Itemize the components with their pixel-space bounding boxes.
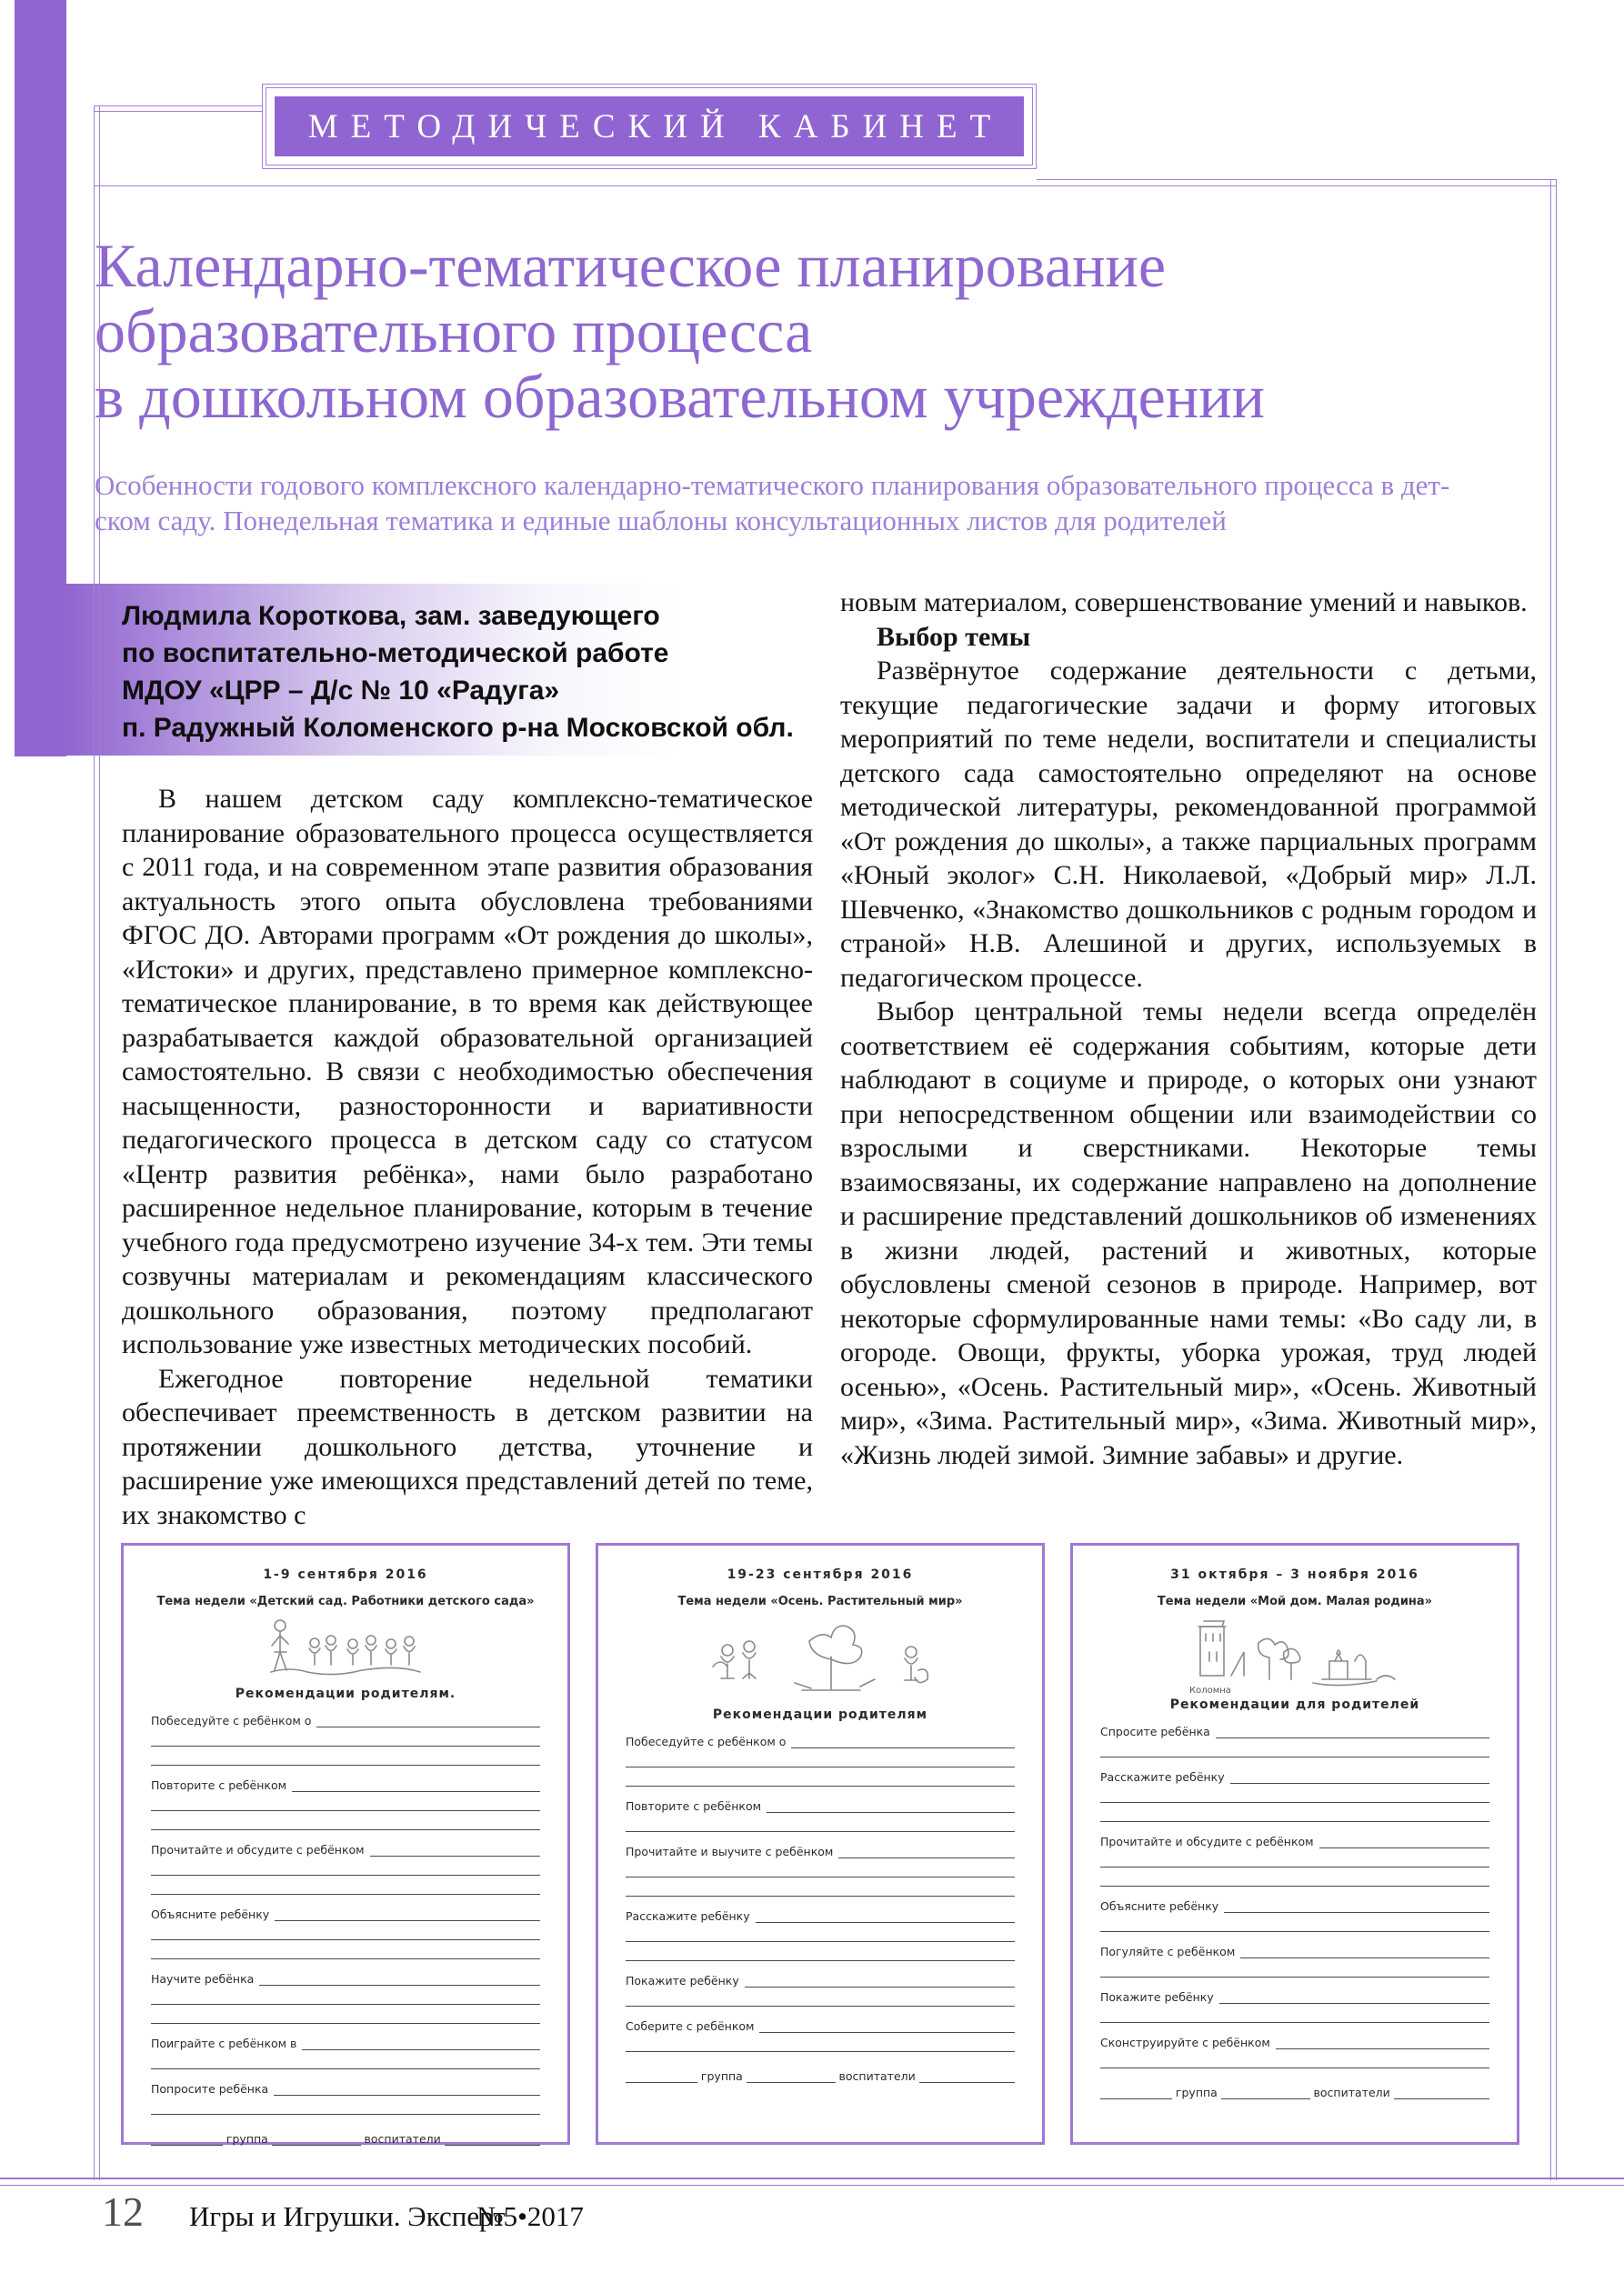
signature-label-group: группа (1175, 2086, 1218, 2099)
form-field-group (151, 1968, 540, 2024)
form-blank-line (1100, 1738, 1489, 1757)
signature-line (272, 2132, 361, 2146)
form-field-group (1100, 2031, 1489, 2068)
signature-label-group: группа (700, 2069, 743, 2083)
form-date: 19-23 сентября 2016 (727, 1567, 914, 1582)
form-blank-line (1100, 1867, 1489, 1887)
form-field-label: Объясните ребёнку (151, 1908, 270, 1921)
kicker-banner-border (266, 87, 1033, 165)
form-field-label: Повторите с ребёнком (626, 1799, 762, 1813)
form-write-in-line (1216, 1737, 1489, 1738)
form-field-group (626, 1969, 1015, 2007)
article-column-right (840, 586, 1537, 1472)
form-blank-line (1100, 1958, 1489, 1978)
form-field-label: Прочитайте и обсудите с ребёнком (151, 1843, 365, 1857)
form-field-group (1100, 1986, 1489, 2023)
form-field-label: Поиграйте с ребёнком в (151, 2037, 297, 2050)
form-write-in-line (745, 1987, 1015, 1988)
form-field-label: Побеседуйте с ребёнком о (151, 1714, 312, 1727)
body-paragraph: Ежегодное повторение недельной тематики обеспечивает преемственность в детском развитии на протяжении дошкольного детства, уточнение и расширение уже имеющихся представлений детей по теме, их знакомство с (122, 1363, 813, 1530)
frame-right-line (1550, 179, 1557, 2180)
form-blank-line (151, 1921, 540, 1940)
form-signature-row (1100, 2083, 1489, 2099)
form-field-group (151, 1838, 540, 1895)
signature-label-teachers: воспитатели (364, 2132, 441, 2146)
form-field-group (626, 1905, 1015, 1961)
signature-label-teachers: воспитатели (838, 2069, 916, 2083)
signature-label-teachers: воспитатели (1313, 2086, 1390, 2099)
form-write-in-line (838, 1857, 1015, 1858)
consultation-form-september (121, 1543, 570, 2145)
form-field-label: Научите ребёнка (151, 1972, 255, 1986)
form-fields (1100, 1720, 1489, 2068)
kolomna-tower-clipart-icon (1100, 1616, 1489, 1696)
form-write-in-line (1224, 1912, 1489, 1913)
form-write-in-line (259, 1985, 540, 1986)
signature-line (445, 2132, 540, 2146)
signature-line (151, 2132, 223, 2146)
signature-line (1394, 2086, 1489, 2099)
form-blank-line (626, 1767, 1015, 1787)
consultation-form-autumn (596, 1543, 1045, 2145)
form-field-label: Покажите ребёнку (626, 1974, 739, 1988)
form-write-in-line (1230, 1783, 1489, 1784)
magazine-title: Игры и Игрушки. Эксперт (189, 2200, 506, 2232)
issue-number: №5•2017 (476, 2200, 584, 2232)
form-field-label: Прочитайте и обсудите с ребёнком (1100, 1835, 1314, 1848)
form-field-group (626, 1795, 1015, 1832)
form-blank-line (151, 2050, 540, 2069)
form-blank-line (1100, 1848, 1489, 1867)
form-field-label: Покажите ребёнку (1100, 1990, 1214, 2004)
form-signature-row (626, 2067, 1015, 2083)
body-paragraph: В нашем детском саду комплексно-тематическое планирование образовательного процесса осуществляется с 2011 года, и на современном этапе развития образования актуальность этого опыта обусловлена требованиями ФГОС ДО. Авторами программ «От рождения до школы», «Истоки» и других, представлено примерное комплексно-тематическое планирование, в то время как действующее разрабатывается каждой образовательной организацией самостоятельно. В связи с необходимостью обеспечения насыщенности, разносторонности и вариативности педагогического процесса в детском саду со статусом «Центр развития ребёнка», нами было разработано расширенное недельное планирование, которым в течение учебного года предусмотрено изучение 34-х тем. Эти темы созвучны материалам и рекомендациям классического дошкольного образования, поэтому предполагают использование уже известных методических пособий. (122, 784, 813, 1359)
title-line: Календарно-тематическое планирование (95, 231, 1167, 300)
form-blank-line (1100, 1913, 1489, 1932)
form-blank-line (626, 1858, 1015, 1877)
form-field-group (151, 2032, 540, 2069)
body-paragraph: Выбор центральной темы недели всегда определён соответствием её содержания событиям, которые дети наблюдают в социуме и природе, о которых они узнают при непосредственном общении или взаимодействии со взрослыми и сверстниками. Некоторые темы взаимосвязаны, их содержание направлено на дополнение и расширение представлений дошкольников об изменениях в жизни людей, растений и животных, которые обусловлены сменой сезонов в природе. Например, вот некоторые сформулированные нами темы: «Во саду ли, в огороде. Овощи, фрукты, уборка урожая, труд людей осенью», «Осень. Растительный мир», «Осень. Животный мир», «Зима. Растительный мир», «Зима. Животный мир», «Жизнь людей зимой. Зимние забавы» и другие. (840, 996, 1537, 1470)
form-field-label: Побеседуйте с ребёнком о (626, 1735, 787, 1748)
clipart-caption: Коломна (1189, 1686, 1231, 1696)
frame-left-line (94, 105, 100, 2180)
form-field-label: Повторите с ребёнком (151, 1778, 287, 1792)
form-blank-line (151, 1727, 540, 1747)
form-field-group (626, 2015, 1015, 2052)
form-field-group (151, 1774, 540, 1830)
children-group-clipart-icon (151, 1616, 540, 1681)
form-write-in-line (1276, 2048, 1489, 2049)
footer-divider (0, 2178, 1624, 2186)
section-kicker-banner (262, 84, 1037, 169)
form-theme: Тема недели «Осень. Растительный мир» (677, 1595, 963, 1608)
form-write-in-line (756, 1922, 1015, 1923)
form-field-label: Расскажите ребёнку (626, 1909, 750, 1923)
form-fields (626, 1730, 1015, 2052)
form-blank-line (626, 2033, 1015, 2052)
frame-top-right-line (1037, 179, 1556, 180)
signature-line (919, 2069, 1015, 2083)
form-write-in-line (791, 1747, 1015, 1748)
form-blank-line (626, 1877, 1015, 1897)
form-blank-line (626, 1942, 1015, 1961)
form-field-group (1100, 1720, 1489, 1757)
form-field-label: Спросите ребёнка (1100, 1725, 1210, 1738)
title-line: в дошкольном образовательном учреждении (95, 362, 1265, 431)
form-blank-line (151, 1747, 540, 1766)
form-blank-line (151, 2096, 540, 2115)
frame-top-connector-line (94, 105, 266, 112)
form-field-group (626, 1730, 1015, 1787)
form-theme: Тема недели «Детский сад. Работники детского сада» (156, 1595, 535, 1608)
form-field-label: Прочитайте и выучите с ребёнком (626, 1845, 834, 1858)
form-write-in-line (1319, 1847, 1489, 1848)
title-line: образовательного процесса (95, 296, 813, 365)
form-blank-line (626, 1813, 1015, 1832)
subtitle-line: ском саду. Понедельная тематика и единые шаблоны консультационных листов для родителей (95, 505, 1227, 536)
form-blank-line (626, 1988, 1015, 2007)
frame-top-line (94, 185, 1556, 186)
form-field-label: Сконструируйте с ребёнком (1100, 2036, 1270, 2049)
signature-label-group: группа (226, 2132, 268, 2146)
consultation-form-hometown (1070, 1543, 1519, 2145)
form-write-in-line (274, 2095, 540, 2096)
form-blank-line (151, 1876, 540, 1895)
article-subtitle (95, 467, 1531, 538)
form-blank-line (151, 1792, 540, 1811)
form-blank-line (1100, 1784, 1489, 1803)
body-paragraph: Развёрнутое содержание деятельности с детьми, текущие педагогические задачи и форму итоговых мероприятий по теме недели, воспитатели и специалисты детского сада самостоятельно определяют на основе методической литературы, рекомендованной программой «От рождения до школы», а также парциальных программ «Юный эколог» С.Н. Николаевой, «Добрый мир» Л.Л. Шевченко, «Знакомство дошкольников с родным городом и страной» Н.В. Алешиной и других, используемых в педагогическом процессе. (840, 656, 1537, 993)
form-blank-line (151, 1986, 540, 2005)
form-blank-line (151, 2005, 540, 2024)
author-block (15, 584, 865, 756)
form-field-group (151, 2078, 540, 2115)
form-field-label: Погуляйте с ребёнком (1100, 1945, 1236, 1958)
form-write-in-line (370, 1856, 540, 1857)
form-field-label: Объясните ребёнку (1100, 1899, 1219, 1913)
page-number: 12 (102, 2188, 144, 2235)
form-blank-line (151, 1940, 540, 1959)
form-blank-line (1100, 2004, 1489, 2023)
author-line: п. Радужный Коломенского р-на Московской обл. (122, 713, 794, 743)
form-fields (151, 1709, 540, 2115)
signature-line (626, 2069, 697, 2083)
form-theme: Тема недели «Мой дом. Малая родина» (1157, 1595, 1433, 1608)
form-field-label: Расскажите ребёнку (1100, 1770, 1225, 1784)
author-line: по воспитательно-методической работе (122, 638, 669, 668)
form-field-label: Соберите с ребёнком (626, 2019, 755, 2033)
form-blank-line (1100, 2049, 1489, 2068)
article-column-left (122, 782, 813, 1532)
form-write-in-line (275, 1920, 540, 1921)
form-field-group (1100, 1895, 1489, 1932)
signature-line (1100, 2086, 1172, 2099)
form-date: 31 октября – 3 ноября 2016 (1170, 1567, 1419, 1582)
author-line: Людмила Короткова, зам. заведующего (122, 601, 660, 631)
form-recommendations-title: Рекомендации родителям (712, 1707, 928, 1722)
kicker-label: МЕТОДИЧЕСКИЙ КАБИНЕТ (307, 107, 1004, 145)
form-write-in-line (302, 2049, 540, 2050)
author-line: МДОУ «ЦРР – Д/с № 10 «Радуга» (122, 676, 560, 706)
form-date: 1-9 сентября 2016 (263, 1567, 428, 1582)
subtitle-line: Особенности годового комплексного календарно-тематического планирования образовательного процесса в дет- (95, 469, 1450, 501)
body-paragraph: новым материалом, совершенствование умений и навыков. (840, 587, 1528, 617)
form-blank-line (626, 1748, 1015, 1767)
form-field-group (626, 1840, 1015, 1897)
form-recommendations-title: Рекомендации для родителей (1169, 1697, 1420, 1712)
form-field-group (1100, 1830, 1489, 1887)
form-field-group (1100, 1766, 1489, 1822)
form-field-group (151, 1903, 540, 1959)
form-write-in-line (767, 1812, 1015, 1813)
form-blank-line (151, 1811, 540, 1830)
signature-line (747, 2069, 836, 2083)
kicker-banner-fill (275, 96, 1024, 156)
form-write-in-line (292, 1791, 540, 1792)
form-signature-row (151, 2129, 540, 2146)
form-blank-line (151, 1857, 540, 1876)
autumn-trees-clipart-icon (626, 1616, 1015, 1702)
section-heading: Выбор темы (877, 621, 1031, 652)
form-write-in-line (1219, 2003, 1489, 2004)
form-blank-line (1100, 1803, 1489, 1822)
form-write-in-line (759, 2032, 1015, 2033)
form-field-group (1100, 1940, 1489, 1978)
form-recommendations-title: Рекомендации родителям. (235, 1687, 456, 1701)
signature-line (1221, 2086, 1310, 2099)
form-field-group (151, 1709, 540, 1766)
form-blank-line (626, 1923, 1015, 1942)
form-field-label: Попросите ребёнка (151, 2082, 269, 2096)
article-title (95, 233, 1513, 429)
